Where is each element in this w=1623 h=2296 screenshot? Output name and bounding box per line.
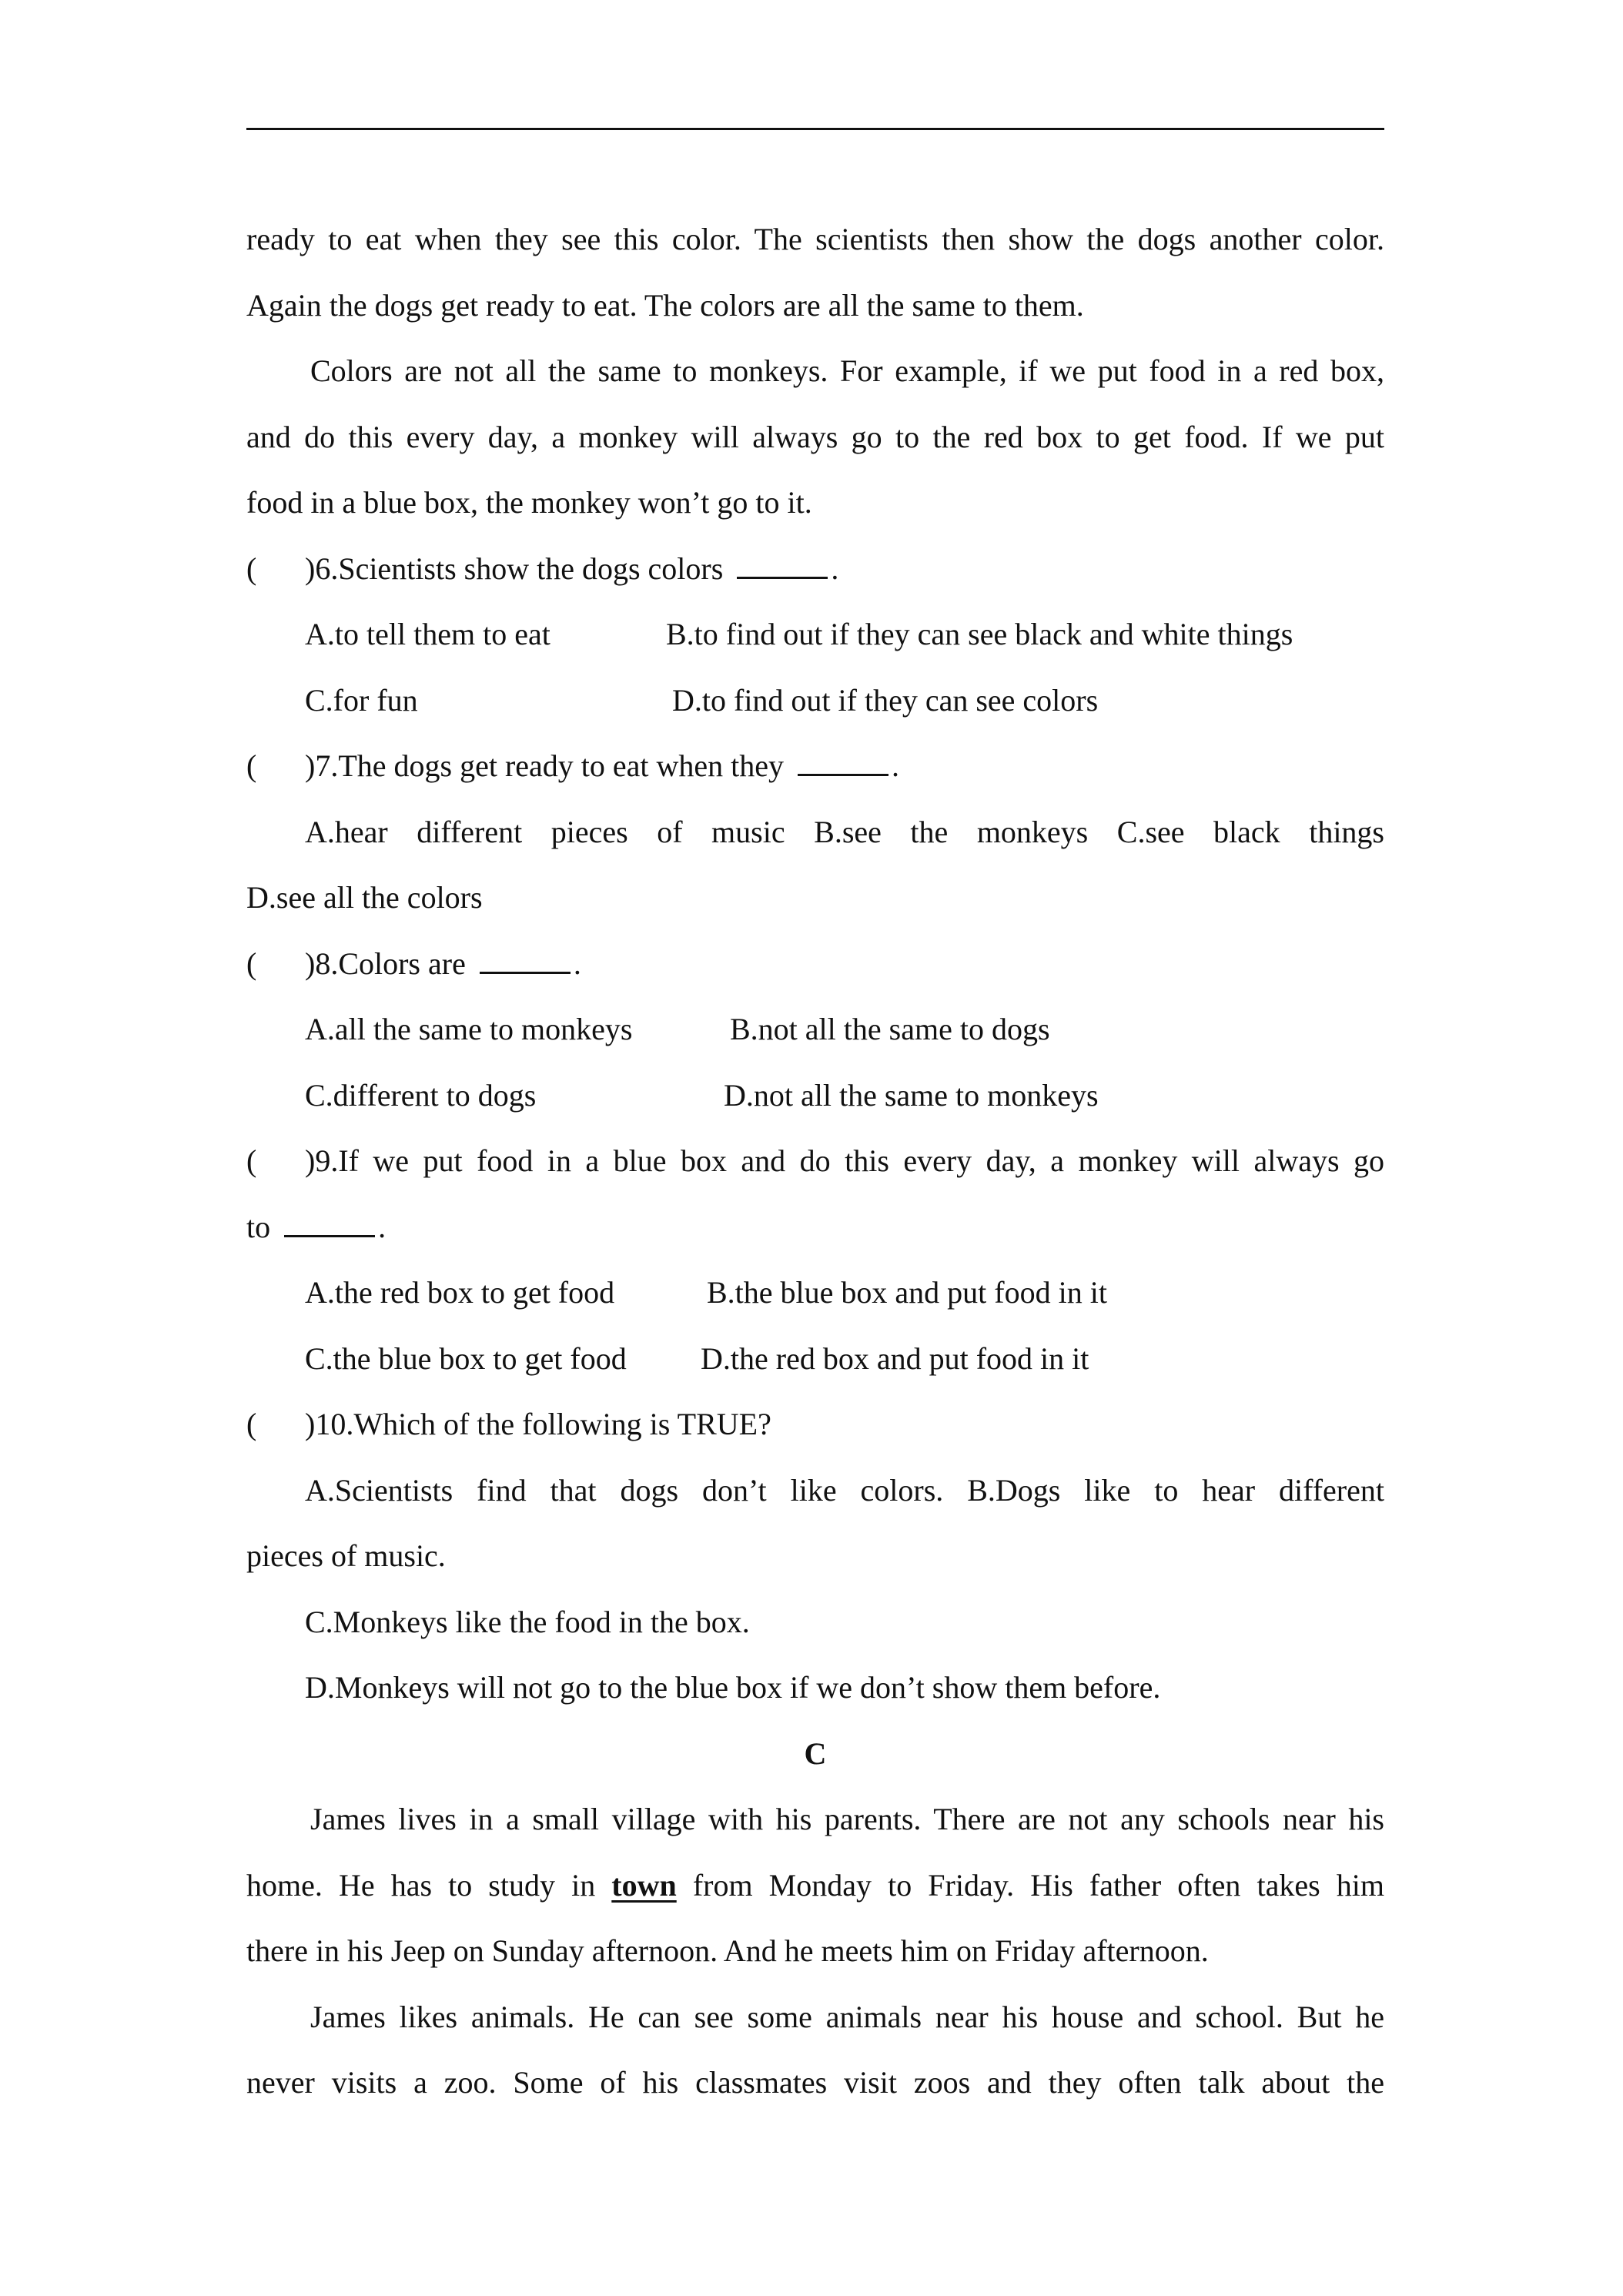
question-8-options-ab xyxy=(246,996,1384,1063)
question-10-option-c: C.Monkeys like the food in the box. xyxy=(305,1604,750,1639)
passage-c-line-2-before: home. He has to study in xyxy=(246,1867,596,1903)
option-c: C.different to dogs xyxy=(305,1077,537,1113)
question-6-options-ab xyxy=(246,601,1384,668)
question-8 xyxy=(246,931,1384,997)
question-9-options-cd xyxy=(246,1326,1384,1392)
section-title: C xyxy=(804,1735,827,1771)
passage-b-line-4: and do this every day, a monkey will always go to the red box to get food. If we put xyxy=(246,419,1384,454)
passage-b-line-5: food in a blue box, the monkey won’t go to it. xyxy=(246,485,812,520)
question-10-options-ab-cont: pieces of music. xyxy=(246,1538,446,1573)
option-b: B.to find out if they can see black and white things xyxy=(666,617,1293,651)
question-9-cont-text: to xyxy=(246,1209,271,1244)
option-c: C.the blue box to get food xyxy=(305,1340,627,1376)
answer-paren: ( xyxy=(246,1143,257,1178)
question-10-options-ab: A.Scientists find that dogs don’t like colors. B.Dogs like to hear different xyxy=(305,1472,1384,1508)
passage-c-line-5: never visits a zoo. Some of his classmates visit zoos and they often talk about the xyxy=(246,2065,1384,2100)
question-9-options-ab xyxy=(246,1260,1384,1326)
option-b: B.not all the same to dogs xyxy=(730,1012,1050,1046)
question-8-end: . xyxy=(573,946,581,981)
answer-blank xyxy=(798,748,888,776)
question-9-stem: )9.If we put food in a blue box and do this every day, a monkey will always go xyxy=(305,1143,1384,1178)
question-10-stem: )10.Which of the following is TRUE? xyxy=(305,1407,771,1441)
option-a: A.all the same to monkeys xyxy=(305,1012,633,1046)
question-6-stem: )6.Scientists show the dogs colors xyxy=(305,551,724,586)
option-d: D.to find out if they can see colors xyxy=(672,682,1099,718)
passage-c-line-2-after: from Monday to Friday. His father often takes him xyxy=(692,1867,1384,1903)
question-6 xyxy=(246,536,1384,602)
answer-blank xyxy=(737,551,828,579)
keyword-underlined: town xyxy=(611,1867,677,1903)
question-9 xyxy=(246,1128,1384,1194)
passage-b-line-1: ready to eat when they see this color. The scientists then show the dogs another color. xyxy=(246,222,1384,256)
answer-blank xyxy=(284,1209,375,1237)
passage-c-line-1: James lives in a small village with his parents. There are not any schools near his xyxy=(310,1802,1384,1836)
answer-paren: ( xyxy=(246,946,257,981)
question-9-cont xyxy=(246,1194,1384,1260)
option-c: C.for fun xyxy=(305,682,418,718)
passage-c-line-4: James likes animals. He can see some animals near his house and school. But he xyxy=(310,1999,1384,2034)
question-7-option-d: D.see all the colors xyxy=(246,880,483,915)
passage-c-line-3: there in his Jeep on Sunday afternoon. And he meets him on Friday afternoon. xyxy=(246,1933,1209,1968)
question-10 xyxy=(246,1391,1384,1458)
passage-b-line-3: Colors are not all the same to monkeys. For example, if we put food in a red box, xyxy=(310,353,1384,388)
answer-paren: ( xyxy=(246,1407,257,1441)
header-rule xyxy=(246,128,1384,130)
question-8-stem: )8.Colors are xyxy=(305,946,466,981)
option-b: B.the blue box and put food in it xyxy=(707,1275,1107,1310)
question-7-end: . xyxy=(892,748,900,783)
answer-paren: ( xyxy=(246,551,257,586)
option-a: A.to tell them to eat xyxy=(305,617,550,651)
answer-blank xyxy=(480,946,571,974)
question-9-end: . xyxy=(378,1209,387,1244)
question-7-options-abc: A.hear different pieces of music B.see the monkeys C.see black things xyxy=(305,814,1384,849)
question-6-options-cd xyxy=(246,668,1384,734)
passage-c-line-2 xyxy=(246,1853,1384,1919)
question-6-end: . xyxy=(831,551,839,586)
option-d: D.not all the same to monkeys xyxy=(724,1077,1099,1113)
option-d: D.the red box and put food in it xyxy=(701,1340,1089,1376)
option-a: A.the red box to get food xyxy=(305,1275,615,1310)
question-8-options-cd xyxy=(246,1063,1384,1129)
question-7-stem: )7.The dogs get ready to eat when they xyxy=(305,748,785,783)
passage-b-line-2: Again the dogs get ready to eat. The colors are all the same to them. xyxy=(246,287,1084,323)
question-10-option-d: D.Monkeys will not go to the blue box if we don’t show them before. xyxy=(305,1670,1161,1705)
page-content xyxy=(246,206,1384,2116)
question-7 xyxy=(246,733,1384,799)
answer-paren: ( xyxy=(246,748,257,783)
